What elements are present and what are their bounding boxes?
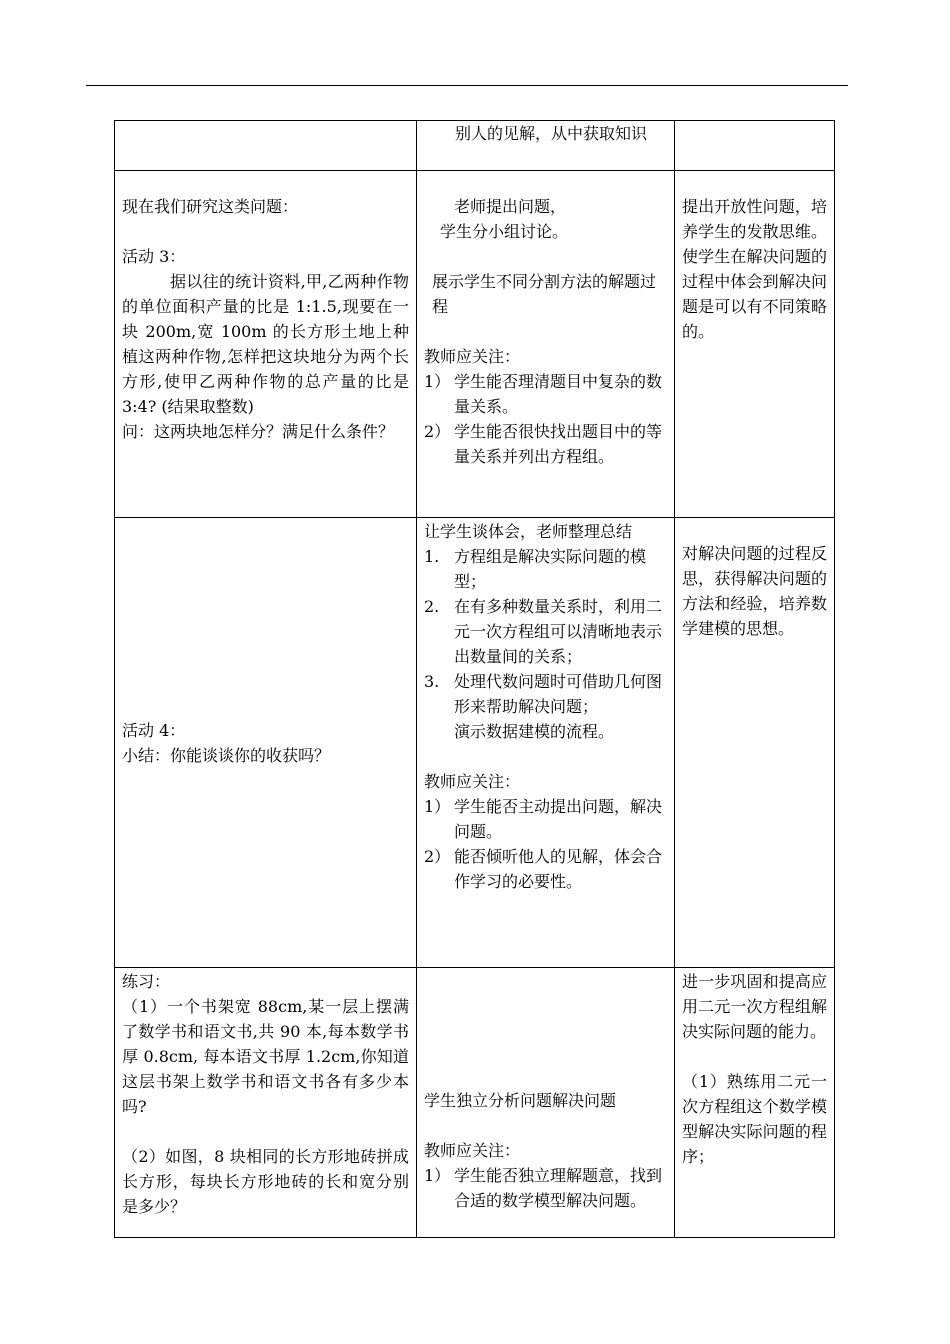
intent-text: 提出开放性问题，培养学生的发散思维。使学生在解决问题的过程中体会到解决问题是可以有不同策略的。 (682, 197, 827, 341)
list-item: 2） 学生能否很快找出题目中的等量关系并列出方程组。 (424, 422, 663, 466)
list-item: 1） 学生能否独立理解题意，找到合适的数学模型解决问题。 (424, 1166, 663, 1210)
exercise-q1: （1）一个书架宽 88cm,某一层上摆满了数学书和语文书,共 90 本,每本数学书厚 0.8cm, 每本语文书厚 1.2cm,你知道这层书架上数学书和语文书各有多少本吗? (122, 997, 409, 1116)
problem-text: 据以往的统计资料,甲,乙两种作物的单位面积产量的比是 1:1.5,现要在一块 200m,宽 100m 的长方形土地上种植这两种作物,怎样把这块地分为两个长方形,使甲乙两种作物的总产量的比是 3:4? (结果取整数) (122, 272, 409, 416)
summary-question: 小结：你能谈谈你的收获吗？ (122, 745, 331, 765)
focus-title: 教师应关注： (424, 1141, 521, 1160)
intent-cell (675, 518, 835, 968)
content-cell (115, 171, 417, 518)
intent-cell (675, 171, 835, 518)
list-item: 1. 方程组是解决实际问题的模型； (424, 547, 647, 591)
table-row (115, 518, 835, 968)
activity-3-label: 活动 3： (122, 247, 186, 266)
teacher-line: 老师提出问题， (454, 197, 567, 216)
list-item: 1） 学生能否主动提出问题，解决问题。 (424, 797, 663, 841)
content-cell (115, 968, 417, 1238)
summary-intro: 让学生谈体会，老师整理总结 (424, 522, 633, 541)
table-row (115, 171, 835, 518)
demo-text: 演示数据建模的流程。 (454, 722, 615, 741)
list-item: 2） 能否倾听他人的见解，体会合作学习的必要性。 (424, 847, 663, 891)
intent-text: 进一步巩固和提高应用二元一次方程组解决实际问题的能力。 (682, 972, 827, 1041)
independent-line: 学生独立分析问题解决问题 (424, 1091, 617, 1110)
table-row (115, 121, 835, 171)
activity-cell (417, 121, 675, 171)
lesson-plan-table (114, 120, 835, 1238)
list-item: 1） 学生能否理清题目中复杂的数量关系。 (424, 372, 663, 416)
question-text: 问：这两块地怎样分？满足什么条件？ (122, 422, 395, 441)
content-cell (115, 518, 417, 968)
header-rule (86, 85, 848, 86)
list-item: 3. 处理代数问题时可借助几何图形来帮助解决问题； (424, 672, 663, 716)
focus-list (424, 1163, 667, 1213)
table-row (115, 968, 835, 1238)
intent-text: 对解决问题的过程反思，获得解决问题的方法和经验，培养数学建模的思想。 (682, 544, 827, 638)
student-line: 学生分小组讨论。 (440, 222, 569, 241)
activity-cell (417, 518, 675, 968)
focus-title: 教师应关注： (424, 772, 521, 791)
intent-cell (675, 968, 835, 1238)
exercise-title: 练习： (122, 972, 171, 991)
intent-text-2: （1）熟练用二元一次方程组这个数学模型解决实际问题的程序； (682, 1072, 827, 1166)
content-cell (115, 121, 417, 171)
activity-cell (417, 968, 675, 1238)
focus-list (424, 369, 667, 469)
activity-cell (417, 171, 675, 518)
exercise-q2: （2）如图，8 块相同的长方形地砖拼成长方形，每块长方形地砖的长和宽分别是多少？ (122, 1147, 409, 1216)
intent-cell (675, 121, 835, 171)
cell-text: 别人的见解，从中获取知识 (455, 124, 648, 143)
show-text: 展示学生不同分割方法的解题过程 (432, 272, 657, 316)
activity-4-label: 活动 4： (122, 720, 186, 740)
list-item: 2. 在有多种数量关系时，利用二元一次方程组可以清晰地表示出数量间的关系； (424, 597, 663, 666)
focus-title: 教师应关注： (424, 347, 521, 366)
focus-list (424, 794, 667, 894)
intro-text: 现在我们研究这类问题： (122, 197, 299, 216)
summary-list (424, 544, 667, 719)
